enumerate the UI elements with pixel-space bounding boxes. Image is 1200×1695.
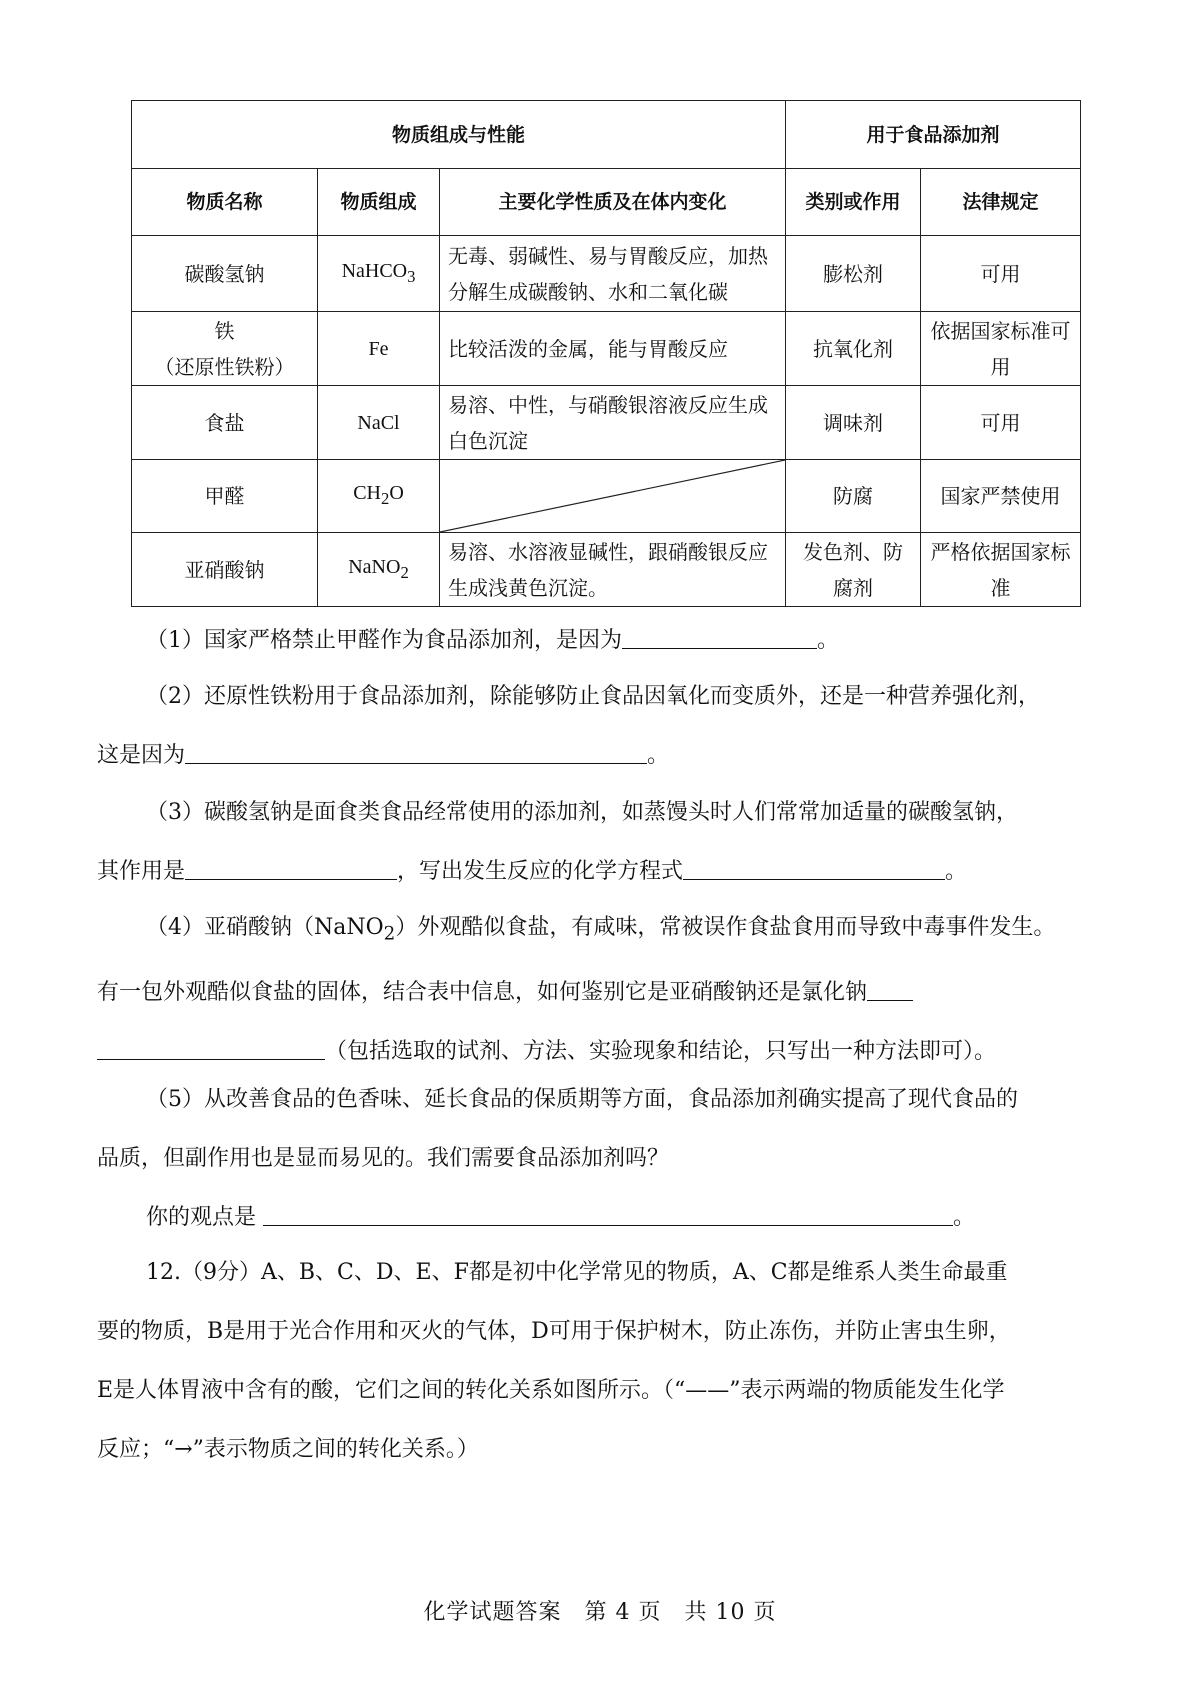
table-column-header-row [132,169,1081,236]
col-header-properties: 主要化学性质及在体内变化 [440,169,786,236]
group-header-composition: 物质组成与性能 [132,101,786,169]
col-header-name: 物质名称 [132,169,318,236]
cell-formula: NaCl [318,386,440,460]
cell-name: 甲醛 [132,460,318,533]
answer-blank-3a[interactable] [185,853,397,880]
cell-use: 抗氧化剂 [786,312,921,386]
answer-blank-4a[interactable] [867,974,913,1001]
table-row [132,236,1081,312]
answer-blank-2[interactable] [185,737,647,764]
group-header-food-additive: 用于食品添加剂 [786,101,1081,169]
question-1: （1）国家严格禁止甲醛作为食品添加剂，是因为 。 [97,611,1117,670]
cell-use: 调味剂 [786,386,921,460]
cell-use: 发色剂、防腐剂 [786,533,921,607]
table-row [132,533,1081,607]
cell-formula: NaNO$_2$ [318,533,440,607]
table-row [132,312,1081,386]
cell-law: 依据国家标准可用 [921,312,1081,386]
cell-name: 碳酸氢钠 [132,236,318,312]
page-footer: 化学试题答案 第 4 页 共 10 页 [423,1600,777,1625]
col-header-law: 法律规定 [921,169,1081,236]
table-group-header-row [132,101,1081,169]
cell-name: 食盐 [132,386,318,460]
col-header-use: 类别或作用 [786,169,921,236]
table-row [132,386,1081,460]
question-12: 12.（9分）A、B、C、D、E、F都是初中化学常见的物质，A、C都是维系人类生命最重 要的物质，B是用于光合作用和灭火的气体，D可用于保护树木，防止冻伤，并防止害虫生卵， E是人体胃液中含有的酸，它们之间的转化关系如图所示。（“——”表示两端的物质能发生化学 反应；“→”表示物质之间的转化关系。） [97,1260,1011,1462]
cell-name: 亚硝酸钠 [132,533,318,607]
answer-blank-4b[interactable] [97,1033,325,1060]
cell-formula: Fe [318,312,440,386]
cell-formula: NaHCO$_3$ [318,236,440,312]
cell-properties: 易溶、水溶液显碱性，跟硝酸银反应生成浅黄色沉淀。 [440,533,786,607]
cell-formula: $CH_2O$ [318,460,440,533]
question-3: （3）碳酸氢钠是面食类食品经常使用的添加剂，如蒸馒头时人们常常加适量的碳酸氢钠， 其作用是 ，写出发生反应的化学方程式 。 [97,800,1019,884]
cell-properties: 易溶、中性，与硝酸银溶液反应生成白色沉淀 [440,386,786,460]
question-5: （5）从改善食品的色香味、延长食品的保质期等方面，食品添加剂确实提高了现代食品的 品质，但副作用也是显而易见的。我们需要食品添加剂吗？ 你的观点是 。 [97,1087,1019,1230]
cell-name: 铁 （还原性铁粉） [132,312,318,386]
cell-law: 可用 [921,236,1081,312]
cell-law: 国家严禁使用 [921,460,1081,533]
cell-properties: 比较活泼的金属，能与胃酸反应 [440,312,786,386]
cell-use: 膨松剂 [786,236,921,312]
answer-blank-3b[interactable] [683,853,945,880]
cell-use: 防腐 [786,460,921,533]
cell-law: 严格依据国家标准 [921,533,1081,607]
cell-properties: 无毒、弱碱性、易与胃酸反应，加热分解生成碳酸钠、水和二氧化碳 [440,236,786,312]
answer-blank-1[interactable] [622,622,817,649]
question-2: （2）还原性铁粉用于食品添加剂，除能够防止食品因氧化而变质外，还是一种营养强化剂， 这是因为 。 [97,684,1041,768]
answer-blank-5[interactable] [263,1199,953,1226]
question-4: （4）亚硝酸钠（NaNO$_2$）外观酷似食盐，有咸味，常被误作食盐食用而导致中毒事件发生。 有一包外观酷似食盐的固体，结合表中信息，如何鉴别它是亚硝酸钠还是氯化钠 （包括选取的试剂、方法、实验现象和结论，只写出一种方法即可）。 [97,915,1056,1065]
cell-properties-empty [440,460,786,533]
cell-law: 可用 [921,386,1081,460]
substance-info-table [131,100,1081,607]
col-header-formula: 物质组成 [318,169,440,236]
table-row [132,460,1081,533]
diagonal-slash [440,460,785,532]
